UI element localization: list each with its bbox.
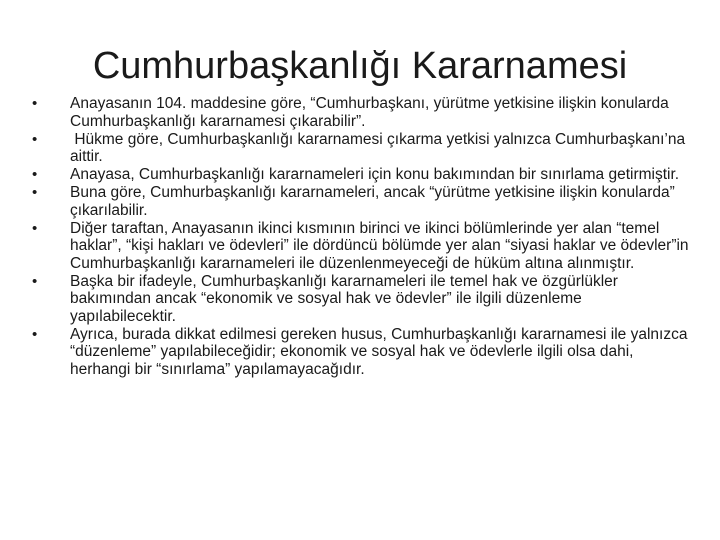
bullet-text: Anayasanın 104. maddesine göre, “Cumhurbaşkanı, yürütme yetkisine ilişkin konularda Cumhurbaşkanlığı kararnamesi çıkarabilir”.: [70, 95, 669, 130]
bullet-item: [32, 325, 697, 379]
bullet-list: [32, 95, 697, 379]
bullet-item: [32, 131, 692, 166]
bullet-item: [32, 166, 692, 184]
bullet-marker: •: [32, 272, 38, 290]
bullet-item: [32, 273, 692, 326]
bullet-item: [32, 184, 692, 219]
bullet-marker: •: [32, 130, 38, 148]
bullet-text: Başka bir ifadeyle, Cumhurbaşkanlığı kararnameleri ile temel hak ve özgürlükler bakımından ancak “ekonomik ve sosyal hak ve ödevler” ile ilgili düzenleme yapılabilecektir.: [70, 272, 618, 325]
bullet-text: Ayrıca, burada dikkat edilmesi gereken husus, Cumhurbaşkanlığı kararnamesi ile yalnızca “düzenleme” yapılabileceğidir; ekonomik ve sosyal hak ve ödevlerle ilgili olsa dahi, herhangi bir “sınırlama” yapılamayacağıdır.: [70, 325, 697, 378]
slide-title: Cumhurbaşkanlığı Kararnamesi: [92, 45, 628, 87]
bullet-item: [32, 95, 692, 130]
bullet-item: [32, 220, 692, 273]
bullet-marker: •: [32, 325, 38, 343]
bullet-marker: •: [32, 166, 38, 183]
bullet-text: Hükme göre, Cumhurbaşkanlığı kararnamesi çıkarma yetkisi yalnızca Cumhurbaşkanı’na aittir.: [70, 130, 690, 165]
bullet-marker: •: [32, 184, 38, 201]
bullet-text: Buna göre, Cumhurbaşkanlığı kararnameleri, ancak “yürütme yetkisine ilişkin konularda” çıkarılabilir.: [70, 184, 675, 219]
bullet-marker: •: [32, 95, 38, 112]
bullet-text: Anayasa, Cumhurbaşkanlığı kararnameleri için konu bakımından bir sınırlama getirmiştir.: [70, 166, 680, 183]
bullet-text: Diğer taraftan, Anayasanın ikinci kısmının birinci ve ikinci bölümlerinde yer alan “temel haklar”, “kişi hakları ve ödevleri” ile dördüncü bölümde yer alan “siyasi haklar ve ödevler”in Cumhurbaşkanlığı kararnameleri ile düzenlenmeyeceği de hüküm altına alınmıştır.: [70, 219, 689, 272]
bullet-marker: •: [32, 219, 38, 237]
